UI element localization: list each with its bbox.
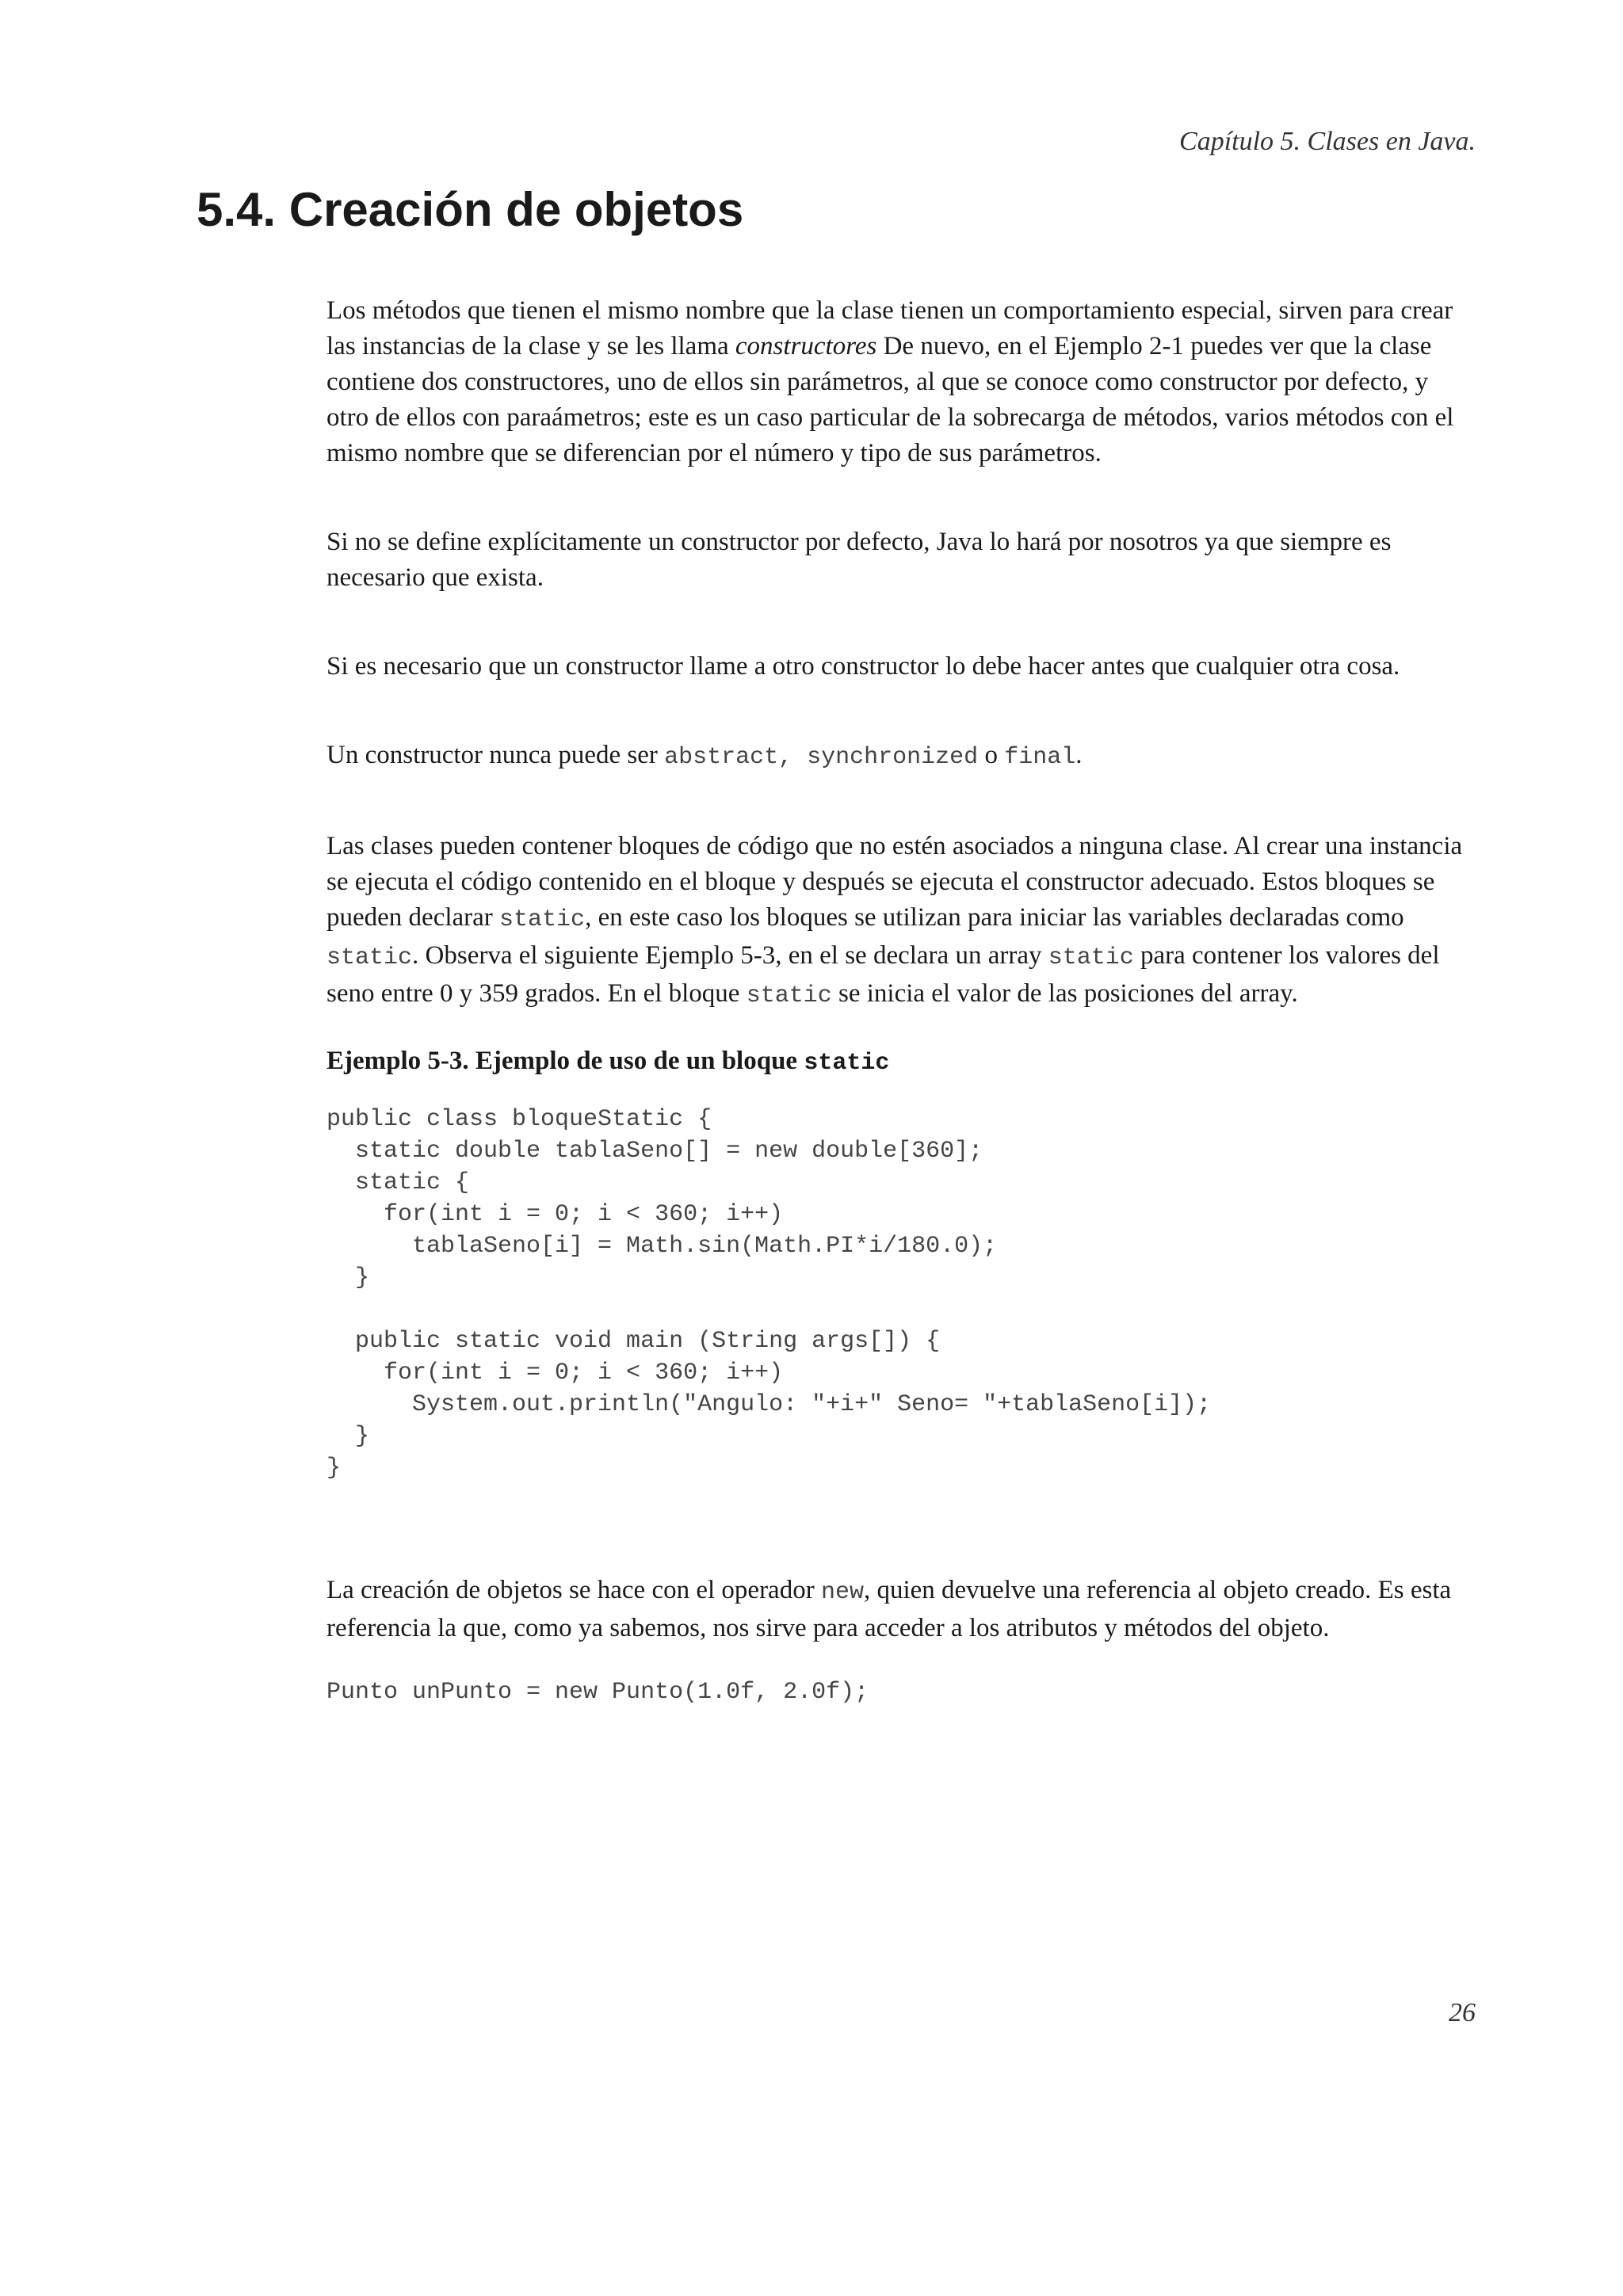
example-title-code: static xyxy=(804,1050,890,1077)
page-content xyxy=(327,293,1476,1708)
code-example-static-block: public class bloqueStatic { static double tablaSeno[] = new double[360]; static { for(int i = 0; i < 360; i++) tablaSeno[i] = Math.sin(Math.PI*i/180.0); } public static void main (String args[]) { for(int i = 0; i < 360; i++) System.out.println("Angulo: "+i+" Seno= "+tablaSeno[i]); } } xyxy=(327,1106,1212,1482)
paragraph-text: . xyxy=(1075,741,1083,769)
paragraph-text: o xyxy=(978,741,1005,769)
page-number: 26 xyxy=(1449,1998,1476,2027)
inline-code: new xyxy=(820,1579,864,1606)
paragraph-text: se inicia el valor de las posiciones del array. xyxy=(831,979,1298,1008)
paragraph-text: La creación de objetos se hace con el operador xyxy=(327,1576,821,1604)
paragraph-text: , en este caso los bloques se utilizan para iniciar las variables declaradas como xyxy=(585,903,1404,932)
inline-code: static xyxy=(327,944,413,971)
emphasis-constructores: constructores xyxy=(735,332,877,360)
paragraph-default-constructor: Si no se define explícitamente un constructor por defecto, Java lo hará por nosotros ya que siempre es necesario que exista. xyxy=(327,528,1392,592)
code-example-new-object: Punto unPunto = new Punto(1.0f, 2.0f); xyxy=(327,1679,869,1706)
paragraph-object-creation xyxy=(327,1573,1476,1646)
paragraph-text: De nuevo, en el Ejemplo 2-1 puedes ver que la clase contiene dos constructores, uno de ellos sin parámetros, al que se conoce como constructor por defecto, y otro de ellos con paraámetros; este es un caso particular de la sobrecarga de métodos, varios métodos con el mismo nombre que se diferencian por el número y tipo de sus parámetros. xyxy=(327,332,1454,467)
paragraph-text: para contener los valores del seno entre 0 y 359 grados. En el bloque xyxy=(327,941,1440,1008)
paragraph-constructor-call: Si es necesario que un constructor llame a otro constructor lo debe hacer antes que cualquier otra cosa. xyxy=(327,652,1400,681)
paragraph-text: Los métodos que tienen el mismo nombre que la clase tienen un comportamiento especial, sirven para crear las instancias de la clase y se les llama xyxy=(327,296,1453,360)
paragraph-text: , quien devuelve una referencia al objeto creado. Es esta referencia la que, como ya sabemos, nos sirve para acceder a los atributos y métodos del objeto. xyxy=(327,1576,1452,1642)
section-title: 5.4. Creación de objetos xyxy=(197,183,744,236)
example-title-text: Ejemplo 5-3. Ejemplo de uso de un bloque xyxy=(327,1047,804,1075)
inline-code: static xyxy=(746,982,832,1009)
inline-code: abstract, synchronized xyxy=(664,744,979,771)
running-header: Capítulo 5. Clases en Java. xyxy=(1179,127,1476,156)
inline-code: final xyxy=(1004,744,1076,771)
paragraph-text: Un constructor nunca puede ser xyxy=(327,741,665,769)
paragraph-text: Las clases pueden contener bloques de código que no estén asociados a ninguna clase. Al crear una instancia se ejecuta el código contenido en el bloque y después se ejecuta el constructor adecuado. Estos bloques se pueden declarar xyxy=(327,832,1463,932)
paragraph-text: . Observa el siguiente Ejemplo 5-3, en el se declara un array xyxy=(412,941,1048,970)
inline-code: static xyxy=(1048,944,1134,971)
paragraph-static-blocks xyxy=(327,829,1476,1014)
example-title xyxy=(327,1043,1476,1081)
paragraph-constructor-modifiers xyxy=(327,738,1476,776)
inline-code: static xyxy=(499,906,586,933)
paragraph-constructors xyxy=(327,293,1476,471)
